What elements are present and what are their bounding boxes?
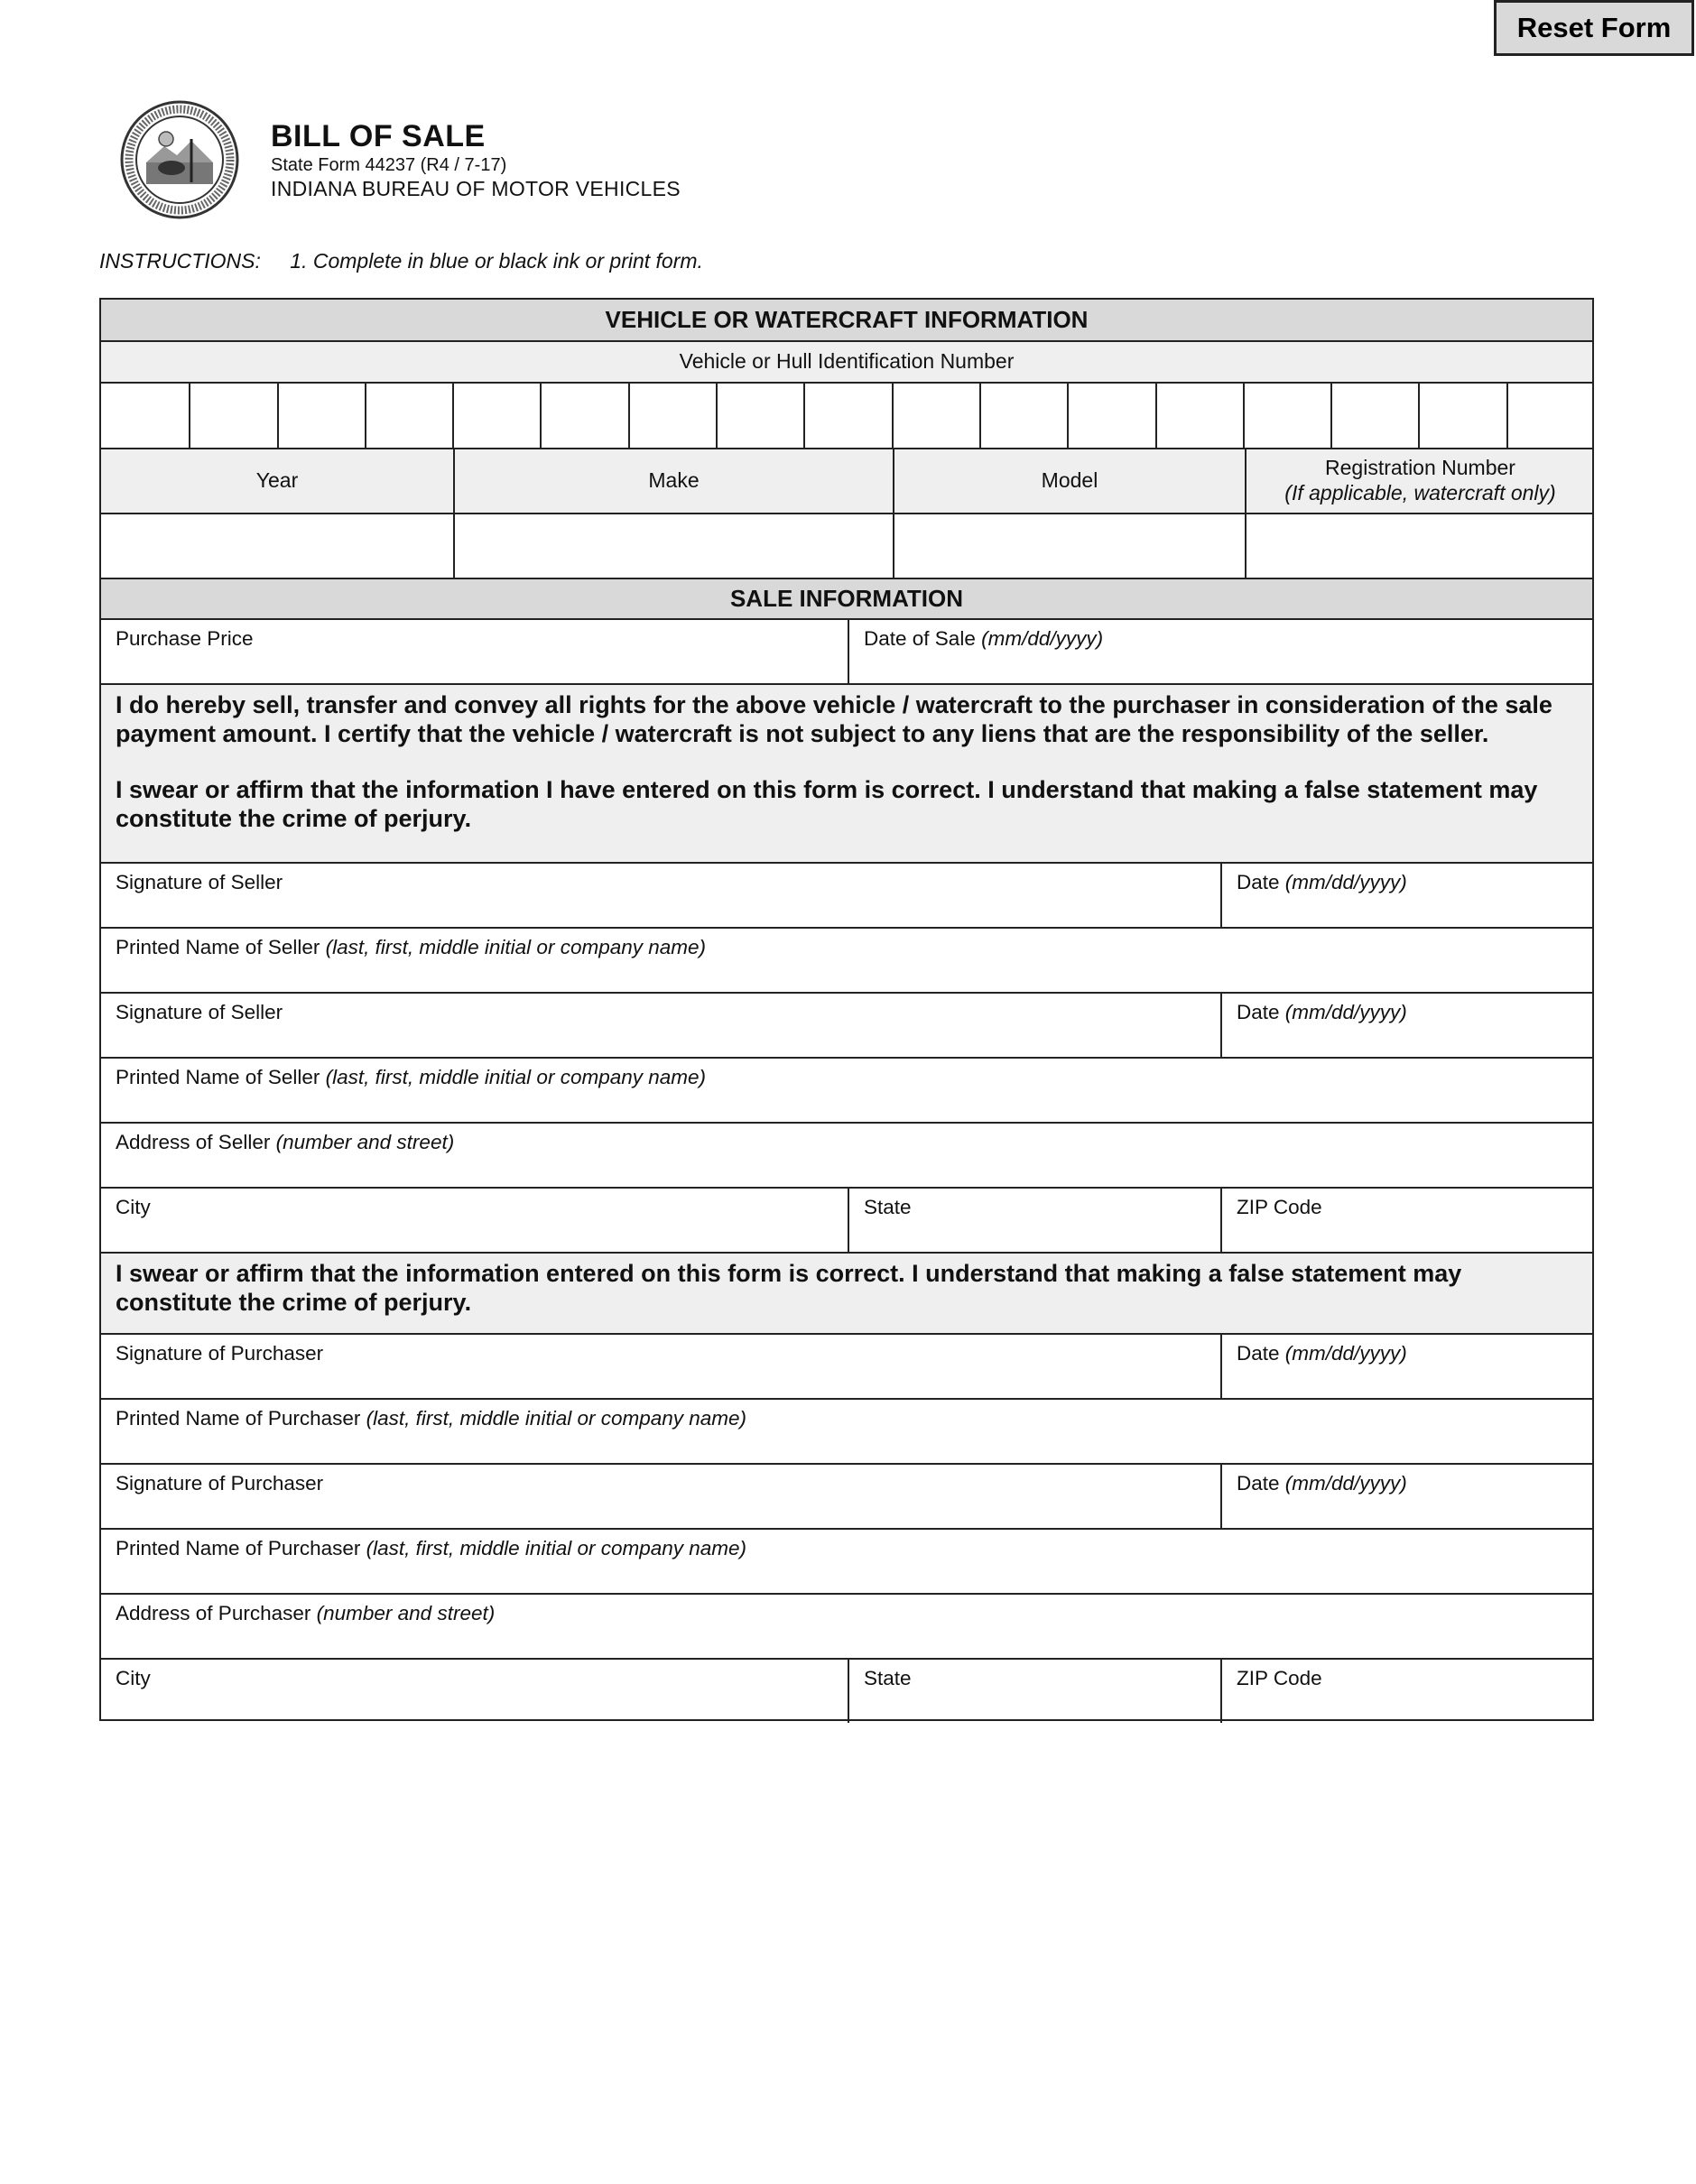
vin-character-field[interactable]: [718, 384, 803, 448]
vehicle-section-title: VEHICLE OR WATERCRAFT INFORMATION: [605, 306, 1089, 333]
instructions: [99, 249, 703, 273]
vin-character-field[interactable]: [1332, 384, 1418, 448]
seller-state-label: State: [864, 1196, 912, 1218]
form-title: BILL OF SALE: [271, 119, 486, 153]
vin-character-field[interactable]: [1157, 384, 1243, 448]
seller-date-label: Date (mm/dd/yyyy): [1237, 1001, 1407, 1023]
make-field[interactable]: [455, 514, 893, 578]
purchaser-city-state-zip-row: [101, 1658, 1592, 1723]
vin-character-field[interactable]: [981, 384, 1067, 448]
vin-character-field[interactable]: [894, 384, 979, 448]
year-field[interactable]: [101, 514, 453, 578]
instructions-item-1: 1. Complete in blue or black ink or print form.: [290, 249, 703, 273]
vin-character-field[interactable]: [1069, 384, 1155, 448]
purchaser-signature-row-2: [101, 1463, 1592, 1528]
registration-label-cell: [1245, 449, 1594, 513]
seller-address-label: Address of Seller (number and street): [116, 1131, 455, 1153]
vin-character-box[interactable]: [1418, 384, 1506, 448]
purchaser-state-label: State: [864, 1667, 912, 1689]
vin-character-box[interactable]: [628, 384, 716, 448]
purchaser-perjury-statement: I swear or affirm that the information entered on this form is correct. I understand that making a false statement may constitute the crime of perjury.: [116, 1260, 1462, 1316]
vin-character-box[interactable]: [1067, 384, 1155, 448]
seller-printed-name-row-2: [101, 1057, 1592, 1122]
seller-signature-row-1: [101, 862, 1592, 927]
vin-character-box[interactable]: [1155, 384, 1243, 448]
purchaser-printed-name-row-1: [101, 1398, 1592, 1463]
purchaser-signature-label: Signature of Purchaser: [116, 1472, 324, 1495]
sale-section-header: [101, 578, 1592, 618]
seller-address-row: [101, 1122, 1592, 1187]
seller-signature-row-2: [101, 992, 1592, 1057]
vin-character-box[interactable]: [1243, 384, 1330, 448]
form-number: State Form 44237 (R4 / 7-17): [271, 155, 507, 175]
vin-character-field[interactable]: [630, 384, 716, 448]
purchaser-printed-name-row-2: [101, 1528, 1592, 1593]
sale-row: [101, 618, 1592, 683]
model-label: Model: [1041, 468, 1098, 493]
vin-character-box[interactable]: [277, 384, 365, 448]
purchaser-signature-row-1: [101, 1333, 1592, 1398]
seller-printed-name-label: Printed Name of Seller (last, first, middle initial or company name): [116, 936, 707, 958]
seller-city-state-zip-row: [101, 1187, 1592, 1252]
purchaser-statement: [101, 1252, 1592, 1333]
vehicle-details-label-row: [101, 448, 1592, 513]
vin-character-field[interactable]: [1420, 384, 1506, 448]
make-label: Make: [648, 468, 700, 493]
year-label-cell: [101, 449, 453, 513]
seller-perjury-statement: I swear or affirm that the information I have entered on this form is correct. I understand that making a false statement may constitute the crime of perjury.: [116, 776, 1538, 832]
registration-label: Registration Number: [1325, 456, 1515, 480]
agency-name: INDIANA BUREAU OF MOTOR VEHICLES: [271, 177, 681, 200]
purchaser-city-field[interactable]: [101, 1660, 848, 1723]
seller-signature-label: Signature of Seller: [116, 1001, 283, 1023]
seller-printed-name-label: Printed Name of Seller (last, first, middle initial or company name): [116, 1066, 707, 1088]
vin-character-box[interactable]: [979, 384, 1067, 448]
vin-character-field[interactable]: [366, 384, 452, 448]
registration-number-field[interactable]: [1247, 514, 1594, 578]
vin-character-field[interactable]: [190, 384, 277, 448]
year-label: Year: [255, 468, 299, 493]
vin-character-field[interactable]: [279, 384, 365, 448]
model-label-cell: [893, 449, 1245, 513]
reset-form-button[interactable]: Reset Form: [1494, 0, 1694, 56]
vin-character-box[interactable]: [1330, 384, 1418, 448]
vin-character-box[interactable]: [452, 384, 540, 448]
indiana-state-seal-icon: [119, 99, 240, 220]
seller-city-label: City: [116, 1196, 151, 1218]
instructions-lead: INSTRUCTIONS:: [99, 249, 261, 273]
bill-of-sale-form: [99, 298, 1594, 1721]
seller-city-field[interactable]: [101, 1189, 848, 1252]
purchaser-signature-label: Signature of Purchaser: [116, 1342, 324, 1365]
seller-printed-name-row-1: [101, 927, 1592, 992]
vin-label-row: [101, 340, 1592, 382]
model-field[interactable]: [894, 514, 1245, 578]
purchaser-printed-name-label: Printed Name of Purchaser (last, first, middle initial or company name): [116, 1537, 747, 1559]
vin-character-box[interactable]: [101, 384, 189, 448]
vin-character-box[interactable]: [1506, 384, 1594, 448]
seller-date-label: Date (mm/dd/yyyy): [1237, 871, 1407, 893]
seller-zip-label: ZIP Code: [1237, 1196, 1322, 1218]
purchaser-date-label: Date (mm/dd/yyyy): [1237, 1472, 1407, 1495]
vehicle-details-input-row: [101, 513, 1592, 578]
vin-character-field[interactable]: [1508, 384, 1594, 448]
vin-character-box[interactable]: [803, 384, 892, 448]
date-of-sale-label: Date of Sale (mm/dd/yyyy): [864, 627, 1104, 650]
vin-character-field[interactable]: [805, 384, 892, 448]
purchaser-address-row: [101, 1593, 1592, 1658]
seller-transfer-statement: I do hereby sell, transfer and convey all rights for the above vehicle / watercraft to the purchaser in consideration of the sale payment amount. I certify that the vehicle / watercraft is not subject to any liens that are the responsibility of the seller.: [116, 691, 1552, 747]
purchaser-address-label: Address of Purchaser (number and street): [116, 1602, 496, 1624]
vin-character-box[interactable]: [892, 384, 979, 448]
vin-character-field[interactable]: [101, 384, 189, 448]
purchaser-date-label: Date (mm/dd/yyyy): [1237, 1342, 1407, 1365]
purchaser-city-label: City: [116, 1667, 151, 1689]
sale-section-title: SALE INFORMATION: [729, 585, 964, 612]
vin-boxes-row: [101, 382, 1592, 448]
vin-character-box[interactable]: [189, 384, 277, 448]
purchase-price-label: Purchase Price: [116, 627, 254, 650]
registration-note: (If applicable, watercraft only): [1284, 481, 1556, 504]
vin-label: Vehicle or Hull Identification Number: [679, 349, 1015, 374]
vin-character-field[interactable]: [454, 384, 540, 448]
purchaser-zip-label: ZIP Code: [1237, 1667, 1322, 1689]
purchaser-printed-name-label: Printed Name of Purchaser (last, first, middle initial or company name): [116, 1407, 747, 1430]
make-label-cell: [453, 449, 893, 513]
vin-character-box[interactable]: [716, 384, 803, 448]
seller-signature-label: Signature of Seller: [116, 871, 283, 893]
seller-statement: [101, 683, 1592, 862]
vehicle-section-header: [101, 300, 1592, 340]
vin-character-field[interactable]: [542, 384, 628, 448]
vin-character-box[interactable]: [540, 384, 628, 448]
vin-character-box[interactable]: [365, 384, 452, 448]
vin-character-field[interactable]: [1245, 384, 1330, 448]
